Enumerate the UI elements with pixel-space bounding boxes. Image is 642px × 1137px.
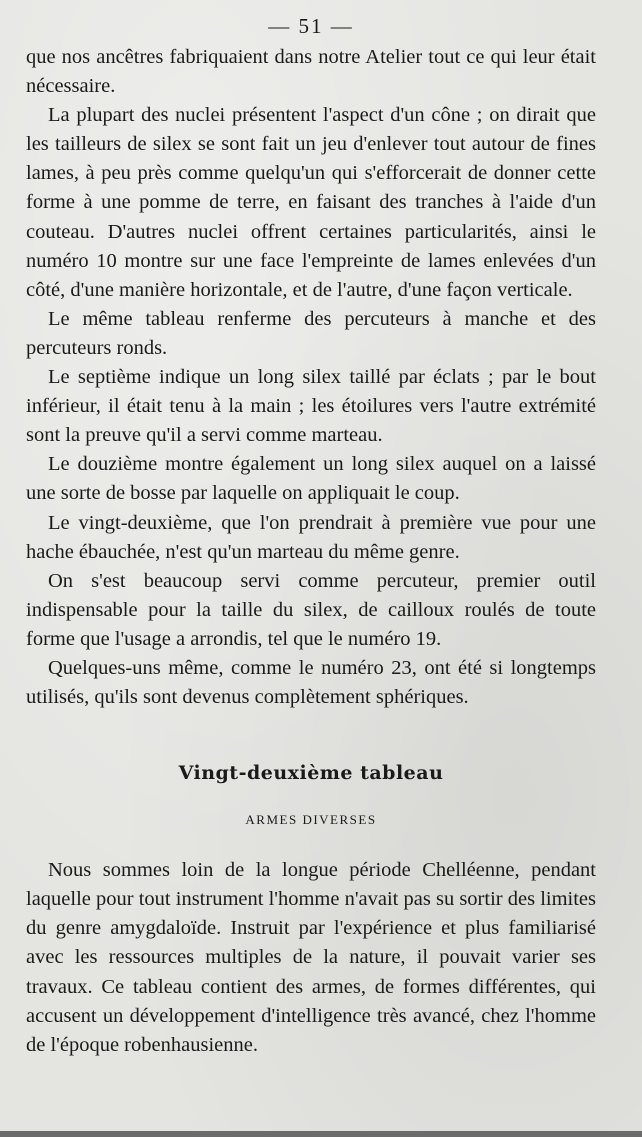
section-subtitle: ARMES DIVERSES bbox=[245, 812, 377, 828]
paragraph: Le douzième montre également un long silex auquel on a laissé une sorte de bosse par laquelle on appliquait le coup. bbox=[26, 453, 596, 505]
paragraph: Le même tableau renferme des percuteurs à manche et des percuteurs ronds. bbox=[26, 307, 596, 359]
page-number: — 51 — bbox=[268, 14, 354, 38]
paragraph: Nous sommes loin de la longue période Chelléenne, pendant laquelle pour tout instrument l'homme n'avait pas su sortir des limites du genre amygdaloïde. Instruit par l'expérience et plus familiarisé avec les ressources multiples de la nature, il pouvait varier ses travaux. Ce tableau contient des armes, de formes différentes, qui accusent un développement d'intelligence très avancé, chez l'homme de l'époque robenhausienne. bbox=[26, 859, 596, 1056]
paragraph: La plupart des nuclei présentent l'aspect d'un cône ; on dirait que les tailleurs de silex se sont fait un jeu d'enlever tout autour de fines lames, à peu près comme quelqu'un qui s'efforcerait de donner cette forme à une pomme de terre, en faisant des tranches à l'aide d'un couteau. D'autres nuclei offrent certaines particularités, ainsi le numéro 10 montre sur une face l'empreinte de lames enlevées d'un côté, d'une manière horizontale, et de l'autre, d'une façon verticale. bbox=[26, 104, 596, 301]
paragraph: Le septième indique un long silex taillé par éclats ; par le bout inférieur, il était tenu à la main ; les étoilures vers l'autre extrémité sont la preuve qu'il a servi comme marteau. bbox=[26, 366, 596, 447]
paragraph: On s'est beaucoup servi comme percuteur, premier outil indispensable pour la taille du silex, de cailloux roulés de toute forme que l'usage a arrondis, tel que le numéro 19. bbox=[26, 569, 596, 650]
body-text bbox=[26, 43, 596, 712]
paragraph: Le vingt-deuxième, que l'on prendrait à première vue pour une hache ébauchée, n'est qu'un marteau du même genre. bbox=[26, 511, 596, 563]
paragraph: Quelques-uns même, comme le numéro 23, ont été si longtemps utilisés, qu'ils sont devenus complètement sphériques. bbox=[26, 656, 596, 709]
section-title: Vingt-deuxième tableau bbox=[178, 762, 444, 785]
section-text bbox=[26, 856, 596, 1060]
paragraph: que nos ancêtres fabriquaient dans notre Atelier tout ce qui leur était nécessaire. bbox=[26, 46, 596, 98]
